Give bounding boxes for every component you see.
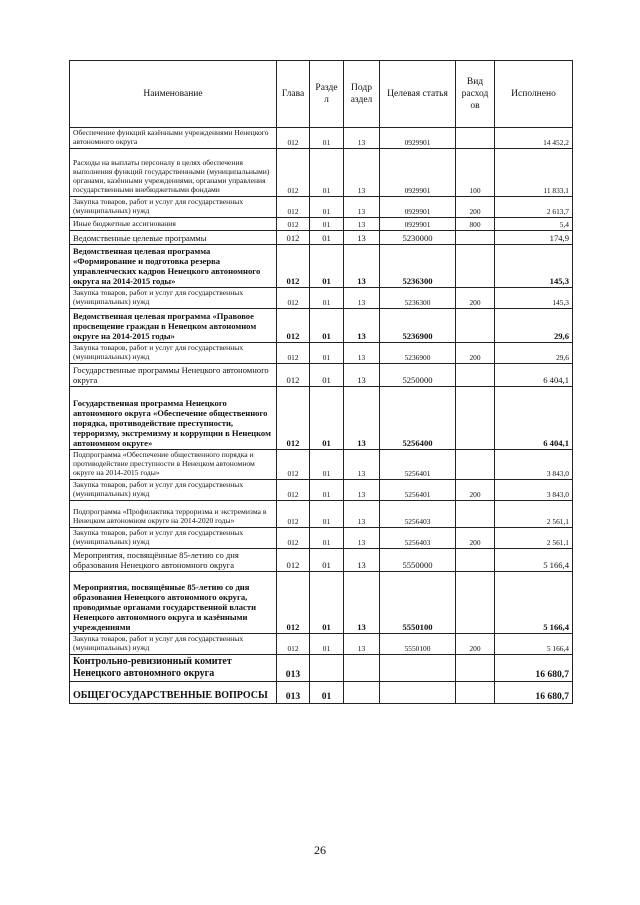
row-glava: 012: [277, 288, 310, 309]
row-name: Мероприятия, посвящённые 85-летию со дня образования Ненецкого автономного округа: [70, 549, 277, 572]
row-article: 0929901: [380, 196, 456, 217]
table-row: [70, 572, 573, 634]
row-amount: 5 166,4: [495, 549, 573, 572]
row-glava: 012: [277, 450, 310, 480]
row-razdel: 01: [310, 309, 344, 343]
row-vid: [456, 128, 495, 149]
row-name: Подпрограмма «Обеспечение общественного порядка и противодействие преступности в Ненецком автономном округе на 2014-2015 годы»: [70, 450, 277, 480]
row-vid: [456, 364, 495, 387]
row-amount: 16 680,7: [495, 681, 573, 703]
row-razdel: 01: [310, 244, 344, 288]
table-row: [70, 343, 573, 364]
row-name: Иные бюджетные ассигнования: [70, 217, 277, 230]
row-glava: 012: [277, 244, 310, 288]
header-vid: Вид расход ов: [456, 61, 495, 128]
row-vid: [456, 501, 495, 528]
row-name: Закупка товаров, работ и услуг для государственных (муниципальных) нужд: [70, 528, 277, 549]
row-glava: 012: [277, 501, 310, 528]
row-amount: 3 843,0: [495, 450, 573, 480]
row-podrazdel: 13: [344, 387, 380, 450]
row-amount: 3 843,0: [495, 480, 573, 501]
row-amount: 2 613,7: [495, 196, 573, 217]
row-glava: 012: [277, 217, 310, 230]
row-vid: [456, 387, 495, 450]
row-razdel: 01: [310, 217, 344, 230]
row-vid: [456, 572, 495, 634]
header-podrazdel: Подр аздел: [344, 61, 380, 128]
row-razdel: 01: [310, 128, 344, 149]
row-vid: [456, 655, 495, 682]
table-row: [70, 244, 573, 288]
row-vid: 800: [456, 217, 495, 230]
row-podrazdel: [344, 681, 380, 703]
row-amount: 29,6: [495, 343, 573, 364]
row-razdel: [310, 655, 344, 682]
row-amount: 2 561,1: [495, 528, 573, 549]
row-article: 5256401: [380, 480, 456, 501]
row-amount: 11 833,1: [495, 148, 573, 196]
row-name: Ведомственная целевая программа «Правовое просвещение граждан в Ненецком автономном округе на 2014-2015 годы»: [70, 309, 277, 343]
row-name: Мероприятия, посвящённые 85-летию со дня образования Ненецкого автономного округа, проводимые органами государственной власти Ненецкого автономного округа и казёнными учреждениями: [70, 572, 277, 634]
row-glava: 012: [277, 309, 310, 343]
row-article: 5230000: [380, 230, 456, 244]
row-vid: [456, 549, 495, 572]
row-glava: 012: [277, 343, 310, 364]
row-razdel: 01: [310, 480, 344, 501]
row-razdel: 01: [310, 634, 344, 655]
row-podrazdel: 13: [344, 634, 380, 655]
row-amount: 14 452,2: [495, 128, 573, 149]
row-vid: 200: [456, 528, 495, 549]
row-name: Закупка товаров, работ и услуг для государственных (муниципальных) нужд: [70, 196, 277, 217]
row-podrazdel: 13: [344, 244, 380, 288]
row-article: 5550000: [380, 549, 456, 572]
row-vid: [456, 230, 495, 244]
row-vid: 200: [456, 196, 495, 217]
row-name: Закупка товаров, работ и услуг для государственных (муниципальных) нужд: [70, 634, 277, 655]
table-row: [70, 681, 573, 703]
row-razdel: 01: [310, 501, 344, 528]
table-row: [70, 501, 573, 528]
row-glava: 012: [277, 128, 310, 149]
row-name: Обеспечение функций казёнными учреждениями Ненецкого автономного округа: [70, 128, 277, 149]
row-razdel: 01: [310, 549, 344, 572]
row-glava: 012: [277, 549, 310, 572]
row-vid: 200: [456, 480, 495, 501]
row-podrazdel: 13: [344, 288, 380, 309]
row-glava: 012: [277, 230, 310, 244]
row-podrazdel: 13: [344, 148, 380, 196]
row-podrazdel: 13: [344, 196, 380, 217]
table-row: [70, 387, 573, 450]
row-glava: 012: [277, 364, 310, 387]
row-razdel: 01: [310, 681, 344, 703]
row-glava: 012: [277, 572, 310, 634]
row-article: 5256400: [380, 387, 456, 450]
budget-table: [69, 60, 573, 704]
row-razdel: 01: [310, 364, 344, 387]
row-article: 5236900: [380, 343, 456, 364]
row-article: 0929901: [380, 217, 456, 230]
row-razdel: 01: [310, 450, 344, 480]
row-glava: 012: [277, 387, 310, 450]
row-podrazdel: 13: [344, 128, 380, 149]
row-article: 5256403: [380, 501, 456, 528]
row-podrazdel: 13: [344, 528, 380, 549]
row-name: Государственные программы Ненецкого автономного округа: [70, 364, 277, 387]
table-row: [70, 217, 573, 230]
row-podrazdel: 13: [344, 450, 380, 480]
row-article: [380, 655, 456, 682]
row-amount: 29,6: [495, 309, 573, 343]
row-amount: 6 404,1: [495, 387, 573, 450]
row-vid: [456, 244, 495, 288]
row-article: 5236900: [380, 309, 456, 343]
table-row: [70, 480, 573, 501]
row-vid: [456, 309, 495, 343]
row-article: 5236300: [380, 244, 456, 288]
row-vid: 200: [456, 343, 495, 364]
row-article: 0929901: [380, 148, 456, 196]
page-number: 26: [314, 843, 326, 857]
row-name: Закупка товаров, работ и услуг для государственных (муниципальных) нужд: [70, 288, 277, 309]
row-amount: 16 680,7: [495, 655, 573, 682]
row-podrazdel: 13: [344, 549, 380, 572]
row-razdel: 01: [310, 196, 344, 217]
row-amount: 174,9: [495, 230, 573, 244]
row-podrazdel: 13: [344, 343, 380, 364]
row-article: 5256401: [380, 450, 456, 480]
row-razdel: 01: [310, 528, 344, 549]
table-row: [70, 549, 573, 572]
row-name: Контрольно-ревизионный комитет Ненецкого автономного округа: [70, 655, 277, 682]
row-name: Закупка товаров, работ и услуг для государственных (муниципальных) нужд: [70, 343, 277, 364]
row-podrazdel: 13: [344, 501, 380, 528]
row-razdel: 01: [310, 387, 344, 450]
row-article: [380, 681, 456, 703]
row-name: Закупка товаров, работ и услуг для государственных (муниципальных) нужд: [70, 480, 277, 501]
table-row: [70, 230, 573, 244]
row-podrazdel: [344, 655, 380, 682]
row-article: 5550100: [380, 572, 456, 634]
header-name: Наименование: [70, 61, 277, 128]
row-name: Ведомственные целевые программы: [70, 230, 277, 244]
row-article: 5250000: [380, 364, 456, 387]
header-amount: Исполнено: [495, 61, 573, 128]
row-amount: 2 561,1: [495, 501, 573, 528]
table-row: [70, 634, 573, 655]
row-glava: 012: [277, 634, 310, 655]
row-podrazdel: 13: [344, 364, 380, 387]
row-razdel: 01: [310, 230, 344, 244]
row-podrazdel: 13: [344, 572, 380, 634]
row-amount: 145,3: [495, 244, 573, 288]
row-vid: 200: [456, 288, 495, 309]
row-article: 0929901: [380, 128, 456, 149]
row-vid: 100: [456, 148, 495, 196]
row-name: Подпрограмма «Профилактика терроризма и экстремизма в Ненецком автономном округе на 2014-2020 годы»: [70, 501, 277, 528]
row-podrazdel: 13: [344, 480, 380, 501]
row-podrazdel: 13: [344, 309, 380, 343]
row-article: 5256403: [380, 528, 456, 549]
table-row: [70, 364, 573, 387]
table-row: [70, 148, 573, 196]
table-row: [70, 196, 573, 217]
row-podrazdel: 13: [344, 230, 380, 244]
row-name: Государственная программа Ненецкого автономного округа «Обеспечение общественного порядка, противодействие преступности, терроризму, экстремизму и коррупции в Ненецком автономном округе»: [70, 387, 277, 450]
row-razdel: 01: [310, 288, 344, 309]
row-amount: 145,3: [495, 288, 573, 309]
row-vid: 200: [456, 634, 495, 655]
row-razdel: 01: [310, 572, 344, 634]
row-article: 5550100: [380, 634, 456, 655]
row-amount: 5 166,4: [495, 572, 573, 634]
table-row: [70, 450, 573, 480]
row-amount: 5,4: [495, 217, 573, 230]
table-row: [70, 288, 573, 309]
row-glava: 012: [277, 480, 310, 501]
row-glava: 013: [277, 655, 310, 682]
row-glava: 013: [277, 681, 310, 703]
table-body: [70, 128, 573, 704]
row-name: Расходы на выплаты персоналу в целях обеспечения выполнения функций государственными (муниципальными) органами, казёнными учреждениями, органами управления государственными внебюджетными фондами: [70, 148, 277, 196]
row-name: ОБЩЕГОСУДАРСТВЕННЫЕ ВОПРОСЫ: [70, 681, 277, 703]
row-glava: 012: [277, 528, 310, 549]
table-row: [70, 655, 573, 682]
row-glava: 012: [277, 196, 310, 217]
table-row: [70, 128, 573, 149]
header-article: Целевая статья: [380, 61, 456, 128]
row-amount: 5 166,4: [495, 634, 573, 655]
header-row: [70, 61, 573, 128]
header-glava: Глава: [277, 61, 310, 128]
row-name: Ведомственная целевая программа «Формирование и подготовка резерва управленческих кадров Ненецкого автономного округа на 2014-2015 годы»: [70, 244, 277, 288]
row-amount: 6 404,1: [495, 364, 573, 387]
row-article: 5236300: [380, 288, 456, 309]
table-row: [70, 528, 573, 549]
row-podrazdel: 13: [344, 217, 380, 230]
header-razdel: Разде л: [310, 61, 344, 128]
table-row: [70, 309, 573, 343]
row-razdel: 01: [310, 343, 344, 364]
row-razdel: 01: [310, 148, 344, 196]
row-vid: [456, 450, 495, 480]
row-vid: [456, 681, 495, 703]
row-glava: 012: [277, 148, 310, 196]
